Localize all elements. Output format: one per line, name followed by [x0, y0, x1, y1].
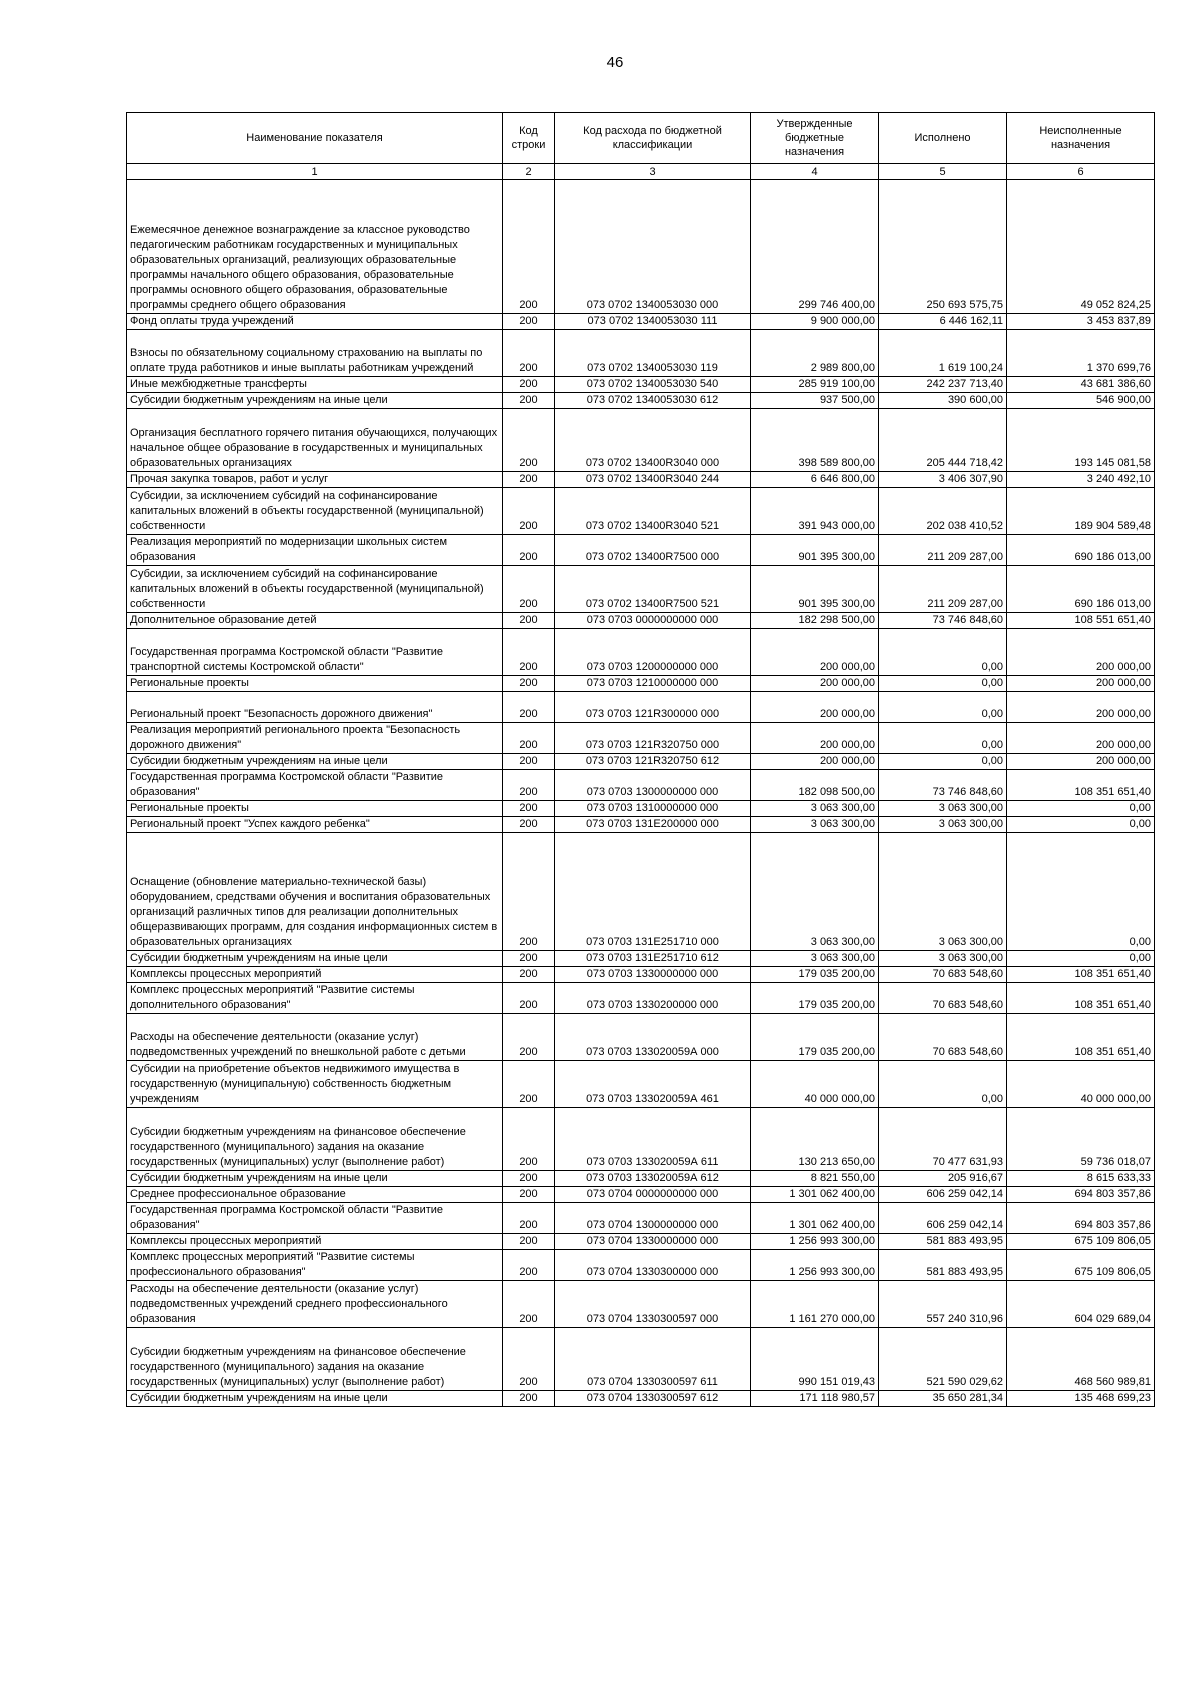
row-executed-cell: 73 746 848,60	[879, 770, 1007, 801]
row-approved-cell: 2 989 800,00	[751, 330, 879, 377]
row-name-cell: Региональный проект "Безопасность дорожного движения"	[127, 692, 503, 723]
column-number: 4	[751, 164, 879, 180]
row-executed-cell: 0,00	[879, 723, 1007, 754]
header-budget-code: Код расхода по бюджетной классификации	[555, 113, 751, 164]
row-approved-cell: 901 395 300,00	[751, 535, 879, 566]
row-executed-cell: 581 883 493,95	[879, 1250, 1007, 1281]
table-row	[127, 1108, 1155, 1171]
row-executed-cell: 1 619 100,24	[879, 330, 1007, 377]
row-approved-cell: 179 035 200,00	[751, 983, 879, 1014]
row-approved-cell: 130 213 650,00	[751, 1108, 879, 1171]
row-budget-code-cell: 073 0703 121R320750 612	[555, 754, 751, 770]
row-name-cell: Фонд оплаты труда учреждений	[127, 314, 503, 330]
table-row	[127, 1061, 1155, 1108]
table-row	[127, 1203, 1155, 1234]
row-approved-cell: 299 746 400,00	[751, 180, 879, 314]
row-budget-code-cell: 073 0703 121R320750 000	[555, 723, 751, 754]
row-name-cell: Реализация мероприятий по модернизации школьных систем образования	[127, 535, 503, 566]
row-approved-cell: 3 063 300,00	[751, 951, 879, 967]
row-name-cell: Взносы по обязательному социальному страхованию на выплаты по оплате труда работников и иные выплаты работникам учреждений	[127, 330, 503, 377]
row-approved-cell: 179 035 200,00	[751, 967, 879, 983]
table-row	[127, 801, 1155, 817]
page-number: 46	[606, 54, 624, 71]
column-number: 6	[1007, 164, 1155, 180]
table-row	[127, 676, 1155, 692]
row-approved-cell: 901 395 300,00	[751, 566, 879, 613]
row-line-code-cell: 200	[503, 817, 555, 833]
row-unexecuted-cell: 108 351 651,40	[1007, 1014, 1155, 1061]
row-executed-cell: 70 683 548,60	[879, 983, 1007, 1014]
table-row	[127, 613, 1155, 629]
row-approved-cell: 200 000,00	[751, 723, 879, 754]
table-row	[127, 409, 1155, 472]
row-budget-code-cell: 073 0704 1300000000 000	[555, 1203, 751, 1234]
row-budget-code-cell: 073 0703 1200000000 000	[555, 629, 751, 676]
row-budget-code-cell: 073 0702 1340053030 111	[555, 314, 751, 330]
row-approved-cell: 3 063 300,00	[751, 801, 879, 817]
row-budget-code-cell: 073 0702 13400R3040 521	[555, 488, 751, 535]
row-executed-cell: 3 063 300,00	[879, 817, 1007, 833]
row-approved-cell: 1 301 062 400,00	[751, 1203, 879, 1234]
row-name-cell: Субсидии бюджетным учреждениям на иные цели	[127, 393, 503, 409]
row-budget-code-cell: 073 0704 1330300000 000	[555, 1250, 751, 1281]
row-approved-cell: 40 000 000,00	[751, 1061, 879, 1108]
row-name-cell: Государственная программа Костромской области "Развитие транспортной системы Костромской области"	[127, 629, 503, 676]
row-budget-code-cell: 073 0702 1340053030 000	[555, 180, 751, 314]
row-executed-cell: 0,00	[879, 629, 1007, 676]
row-executed-cell: 70 477 631,93	[879, 1108, 1007, 1171]
row-unexecuted-cell: 49 052 824,25	[1007, 180, 1155, 314]
row-unexecuted-cell: 200 000,00	[1007, 629, 1155, 676]
row-name-cell: Региональные проекты	[127, 676, 503, 692]
header-indicator-name: Наименование показателя	[127, 113, 503, 164]
row-name-cell: Региональный проект "Успех каждого ребенка"	[127, 817, 503, 833]
row-executed-cell: 521 590 029,62	[879, 1328, 1007, 1391]
row-line-code-cell: 200	[503, 613, 555, 629]
table-row	[127, 393, 1155, 409]
row-line-code-cell: 200	[503, 1108, 555, 1171]
table-row	[127, 1014, 1155, 1061]
row-budget-code-cell: 073 0703 133020059А 612	[555, 1171, 751, 1187]
row-approved-cell: 285 919 100,00	[751, 377, 879, 393]
row-unexecuted-cell: 193 145 081,58	[1007, 409, 1155, 472]
row-executed-cell: 0,00	[879, 692, 1007, 723]
row-approved-cell: 990 151 019,43	[751, 1328, 879, 1391]
row-executed-cell: 242 237 713,40	[879, 377, 1007, 393]
row-line-code-cell: 200	[503, 1187, 555, 1203]
row-approved-cell: 182 098 500,00	[751, 770, 879, 801]
row-name-cell: Иные межбюджетные трансферты	[127, 377, 503, 393]
table-row	[127, 472, 1155, 488]
row-budget-code-cell: 073 0703 121R300000 000	[555, 692, 751, 723]
row-budget-code-cell: 073 0703 1210000000 000	[555, 676, 751, 692]
row-line-code-cell: 200	[503, 535, 555, 566]
row-executed-cell: 70 683 548,60	[879, 1014, 1007, 1061]
row-budget-code-cell: 073 0702 13400R7500 521	[555, 566, 751, 613]
row-approved-cell: 391 943 000,00	[751, 488, 879, 535]
row-executed-cell: 211 209 287,00	[879, 535, 1007, 566]
row-budget-code-cell: 073 0703 133020059А 000	[555, 1014, 751, 1061]
table-row	[127, 1187, 1155, 1203]
row-budget-code-cell: 073 0704 0000000000 000	[555, 1187, 751, 1203]
row-unexecuted-cell: 108 351 651,40	[1007, 983, 1155, 1014]
row-unexecuted-cell: 0,00	[1007, 833, 1155, 951]
row-line-code-cell: 200	[503, 472, 555, 488]
row-unexecuted-cell: 604 029 689,04	[1007, 1281, 1155, 1328]
row-budget-code-cell: 073 0704 1330300597 000	[555, 1281, 751, 1328]
row-line-code-cell: 200	[503, 393, 555, 409]
row-name-cell: Комплекс процессных мероприятий "Развитие системы дополнительного образования"	[127, 983, 503, 1014]
row-name-cell: Государственная программа Костромской области "Развитие образования"	[127, 770, 503, 801]
row-name-cell: Субсидии бюджетным учреждениям на финансовое обеспечение государственного (муниципального) задания на оказание государственных (муниципальных) услуг (выполнение работ)	[127, 1328, 503, 1391]
row-name-cell: Субсидии бюджетным учреждениям на иные цели	[127, 1171, 503, 1187]
row-line-code-cell: 200	[503, 409, 555, 472]
row-name-cell: Комплексы процессных мероприятий	[127, 967, 503, 983]
row-unexecuted-cell: 108 551 651,40	[1007, 613, 1155, 629]
row-executed-cell: 3 063 300,00	[879, 833, 1007, 951]
table-row	[127, 754, 1155, 770]
row-line-code-cell: 200	[503, 314, 555, 330]
row-name-cell: Комплекс процессных мероприятий "Развитие системы профессионального образования"	[127, 1250, 503, 1281]
row-approved-cell: 1 161 270 000,00	[751, 1281, 879, 1328]
row-executed-cell: 0,00	[879, 676, 1007, 692]
row-approved-cell: 200 000,00	[751, 692, 879, 723]
row-budget-code-cell: 073 0704 1330000000 000	[555, 1234, 751, 1250]
table-row	[127, 535, 1155, 566]
row-executed-cell: 3 063 300,00	[879, 951, 1007, 967]
row-name-cell: Государственная программа Костромской области "Развитие образования"	[127, 1203, 503, 1234]
row-approved-cell: 200 000,00	[751, 754, 879, 770]
row-unexecuted-cell: 43 681 386,60	[1007, 377, 1155, 393]
table-row	[127, 967, 1155, 983]
table-row	[127, 723, 1155, 754]
row-line-code-cell: 200	[503, 1171, 555, 1187]
row-line-code-cell: 200	[503, 1014, 555, 1061]
row-budget-code-cell: 073 0703 133020059А 461	[555, 1061, 751, 1108]
row-executed-cell: 606 259 042,14	[879, 1187, 1007, 1203]
row-unexecuted-cell: 135 468 699,23	[1007, 1391, 1155, 1407]
row-executed-cell: 390 600,00	[879, 393, 1007, 409]
row-name-cell: Расходы на обеспечение деятельности (оказание услуг) подведомственных учреждений по внешкольной работе с детьми	[127, 1014, 503, 1061]
table-row	[127, 330, 1155, 377]
table-row	[127, 833, 1155, 951]
row-approved-cell: 398 589 800,00	[751, 409, 879, 472]
column-number: 3	[555, 164, 751, 180]
row-executed-cell: 73 746 848,60	[879, 613, 1007, 629]
row-name-cell: Субсидии бюджетным учреждениям на иные цели	[127, 754, 503, 770]
row-budget-code-cell: 073 0702 13400R7500 000	[555, 535, 751, 566]
row-approved-cell: 1 256 993 300,00	[751, 1234, 879, 1250]
column-number: 2	[503, 164, 555, 180]
row-executed-cell: 3 063 300,00	[879, 801, 1007, 817]
row-budget-code-cell: 073 0703 1330000000 000	[555, 967, 751, 983]
row-name-cell: Субсидии, за исключением субсидий на софинансирование капитальных вложений в объекты государственной (муниципальной) собственности	[127, 566, 503, 613]
row-executed-cell: 3 406 307,90	[879, 472, 1007, 488]
row-line-code-cell: 200	[503, 1328, 555, 1391]
table-row	[127, 180, 1155, 314]
row-executed-cell: 35 650 281,34	[879, 1391, 1007, 1407]
row-unexecuted-cell: 690 186 013,00	[1007, 535, 1155, 566]
table-row	[127, 951, 1155, 967]
row-approved-cell: 182 298 500,00	[751, 613, 879, 629]
row-unexecuted-cell: 1 370 699,76	[1007, 330, 1155, 377]
row-approved-cell: 6 646 800,00	[751, 472, 879, 488]
row-line-code-cell: 200	[503, 1234, 555, 1250]
budget-execution-table	[126, 112, 1155, 1407]
row-name-cell: Среднее профессиональное образование	[127, 1187, 503, 1203]
row-executed-cell: 581 883 493,95	[879, 1234, 1007, 1250]
row-line-code-cell: 200	[503, 1203, 555, 1234]
row-line-code-cell: 200	[503, 1391, 555, 1407]
row-budget-code-cell: 073 0704 1330300597 611	[555, 1328, 751, 1391]
row-unexecuted-cell: 546 900,00	[1007, 393, 1155, 409]
row-executed-cell: 0,00	[879, 754, 1007, 770]
row-unexecuted-cell: 189 904 589,48	[1007, 488, 1155, 535]
header-row	[127, 113, 1155, 164]
row-executed-cell: 250 693 575,75	[879, 180, 1007, 314]
row-executed-cell: 202 038 410,52	[879, 488, 1007, 535]
row-unexecuted-cell: 108 351 651,40	[1007, 967, 1155, 983]
row-name-cell: Дополнительное образование детей	[127, 613, 503, 629]
table-row	[127, 1391, 1155, 1407]
row-line-code-cell: 200	[503, 629, 555, 676]
row-line-code-cell: 200	[503, 377, 555, 393]
row-line-code-cell: 200	[503, 951, 555, 967]
row-name-cell: Комплексы процессных мероприятий	[127, 1234, 503, 1250]
header-executed: Исполнено	[879, 113, 1007, 164]
column-number: 5	[879, 164, 1007, 180]
row-name-cell: Региональные проекты	[127, 801, 503, 817]
table-row	[127, 314, 1155, 330]
row-approved-cell: 3 063 300,00	[751, 817, 879, 833]
row-executed-cell: 0,00	[879, 1061, 1007, 1108]
row-unexecuted-cell: 0,00	[1007, 801, 1155, 817]
row-budget-code-cell: 073 0703 1300000000 000	[555, 770, 751, 801]
row-budget-code-cell: 073 0702 1340053030 612	[555, 393, 751, 409]
row-unexecuted-cell: 108 351 651,40	[1007, 770, 1155, 801]
row-line-code-cell: 200	[503, 983, 555, 1014]
table-row	[127, 1171, 1155, 1187]
row-name-cell: Субсидии бюджетным учреждениям на иные цели	[127, 951, 503, 967]
row-approved-cell: 1 301 062 400,00	[751, 1187, 879, 1203]
row-line-code-cell: 200	[503, 801, 555, 817]
row-unexecuted-cell: 200 000,00	[1007, 676, 1155, 692]
row-executed-cell: 606 259 042,14	[879, 1203, 1007, 1234]
table-row	[127, 1234, 1155, 1250]
header-line-code: Код строки	[503, 113, 555, 164]
row-unexecuted-cell: 3 453 837,89	[1007, 314, 1155, 330]
row-budget-code-cell: 073 0703 1310000000 000	[555, 801, 751, 817]
row-executed-cell: 6 446 162,11	[879, 314, 1007, 330]
row-executed-cell: 205 444 718,42	[879, 409, 1007, 472]
row-budget-code-cell: 073 0702 13400R3040 000	[555, 409, 751, 472]
row-line-code-cell: 200	[503, 676, 555, 692]
row-unexecuted-cell: 3 240 492,10	[1007, 472, 1155, 488]
row-name-cell: Субсидии на приобретение объектов недвижимого имущества в государственную (муниципальную) собственность бюджетным учреждениям	[127, 1061, 503, 1108]
row-line-code-cell: 200	[503, 770, 555, 801]
row-approved-cell: 179 035 200,00	[751, 1014, 879, 1061]
row-name-cell: Ежемесячное денежное вознаграждение за классное руководство педагогическим работникам государственных и муниципальных образовательных организаций, реализующих образовательные программы начального общего образования, образовательные программы основного общего образования, образовательные программы среднего общего образования	[127, 180, 503, 314]
row-budget-code-cell: 073 0703 133020059А 611	[555, 1108, 751, 1171]
row-executed-cell: 205 916,67	[879, 1171, 1007, 1187]
row-line-code-cell: 200	[503, 488, 555, 535]
row-unexecuted-cell: 694 803 357,86	[1007, 1187, 1155, 1203]
column-number-row	[127, 164, 1155, 180]
row-unexecuted-cell: 8 615 633,33	[1007, 1171, 1155, 1187]
row-budget-code-cell: 073 0702 1340053030 119	[555, 330, 751, 377]
row-name-cell: Организация бесплатного горячего питания обучающихся, получающих начальное общее образование в государственных и муниципальных образовательных организациях	[127, 409, 503, 472]
row-unexecuted-cell: 200 000,00	[1007, 754, 1155, 770]
row-name-cell: Расходы на обеспечение деятельности (оказание услуг) подведомственных учреждений среднего профессионального образования	[127, 1281, 503, 1328]
row-unexecuted-cell: 200 000,00	[1007, 692, 1155, 723]
row-unexecuted-cell: 40 000 000,00	[1007, 1061, 1155, 1108]
table-row	[127, 377, 1155, 393]
row-budget-code-cell: 073 0703 131E251710 000	[555, 833, 751, 951]
row-line-code-cell: 200	[503, 330, 555, 377]
row-name-cell: Субсидии бюджетным учреждениям на финансовое обеспечение государственного (муниципального) задания на оказание государственных (муниципальных) услуг (выполнение работ)	[127, 1108, 503, 1171]
row-unexecuted-cell: 675 109 806,05	[1007, 1250, 1155, 1281]
row-budget-code-cell: 073 0702 13400R3040 244	[555, 472, 751, 488]
row-approved-cell: 200 000,00	[751, 676, 879, 692]
row-line-code-cell: 200	[503, 692, 555, 723]
row-approved-cell: 1 256 993 300,00	[751, 1250, 879, 1281]
row-budget-code-cell: 073 0703 1330200000 000	[555, 983, 751, 1014]
row-executed-cell: 70 683 548,60	[879, 967, 1007, 983]
row-unexecuted-cell: 200 000,00	[1007, 723, 1155, 754]
row-unexecuted-cell: 694 803 357,86	[1007, 1203, 1155, 1234]
row-approved-cell: 171 118 980,57	[751, 1391, 879, 1407]
row-approved-cell: 200 000,00	[751, 629, 879, 676]
table-row	[127, 817, 1155, 833]
row-line-code-cell: 200	[503, 180, 555, 314]
row-name-cell: Реализация мероприятий регионального проекта "Безопасность дорожного движения"	[127, 723, 503, 754]
table-row	[127, 488, 1155, 535]
row-name-cell: Субсидии бюджетным учреждениям на иные цели	[127, 1391, 503, 1407]
table-row	[127, 629, 1155, 676]
row-budget-code-cell: 073 0703 131E200000 000	[555, 817, 751, 833]
row-name-cell: Прочая закупка товаров, работ и услуг	[127, 472, 503, 488]
header-approved: Утвержденные бюджетные назначения	[751, 113, 879, 164]
row-line-code-cell: 200	[503, 1250, 555, 1281]
row-line-code-cell: 200	[503, 833, 555, 951]
row-unexecuted-cell: 468 560 989,81	[1007, 1328, 1155, 1391]
table-row	[127, 1328, 1155, 1391]
row-budget-code-cell: 073 0703 131E251710 612	[555, 951, 751, 967]
row-unexecuted-cell: 675 109 806,05	[1007, 1234, 1155, 1250]
row-line-code-cell: 200	[503, 566, 555, 613]
row-approved-cell: 9 900 000,00	[751, 314, 879, 330]
row-line-code-cell: 200	[503, 1061, 555, 1108]
row-unexecuted-cell: 0,00	[1007, 817, 1155, 833]
row-unexecuted-cell: 59 736 018,07	[1007, 1108, 1155, 1171]
row-line-code-cell: 200	[503, 723, 555, 754]
row-budget-code-cell: 073 0703 0000000000 000	[555, 613, 751, 629]
row-unexecuted-cell: 0,00	[1007, 951, 1155, 967]
row-line-code-cell: 200	[503, 967, 555, 983]
row-approved-cell: 3 063 300,00	[751, 833, 879, 951]
table-row	[127, 1281, 1155, 1328]
row-budget-code-cell: 073 0704 1330300597 612	[555, 1391, 751, 1407]
table-row	[127, 1250, 1155, 1281]
table-row	[127, 770, 1155, 801]
row-name-cell: Оснащение (обновление материально-технической базы) оборудованием, средствами обучения и воспитания образовательных организаций различных типов для реализации дополнительных общеразвивающих программ, для создания информационных систем в образовательных организациях	[127, 833, 503, 951]
row-budget-code-cell: 073 0702 1340053030 540	[555, 377, 751, 393]
row-approved-cell: 937 500,00	[751, 393, 879, 409]
table-body	[127, 180, 1155, 1407]
row-line-code-cell: 200	[503, 1281, 555, 1328]
table-row	[127, 983, 1155, 1014]
row-approved-cell: 8 821 550,00	[751, 1171, 879, 1187]
column-number: 1	[127, 164, 503, 180]
header-unexecuted: Неисполненные назначения	[1007, 113, 1155, 164]
row-executed-cell: 557 240 310,96	[879, 1281, 1007, 1328]
table-row	[127, 566, 1155, 613]
row-name-cell: Субсидии, за исключением субсидий на софинансирование капитальных вложений в объекты государственной (муниципальной) собственности	[127, 488, 503, 535]
row-unexecuted-cell: 690 186 013,00	[1007, 566, 1155, 613]
row-line-code-cell: 200	[503, 754, 555, 770]
table-row	[127, 692, 1155, 723]
row-executed-cell: 211 209 287,00	[879, 566, 1007, 613]
